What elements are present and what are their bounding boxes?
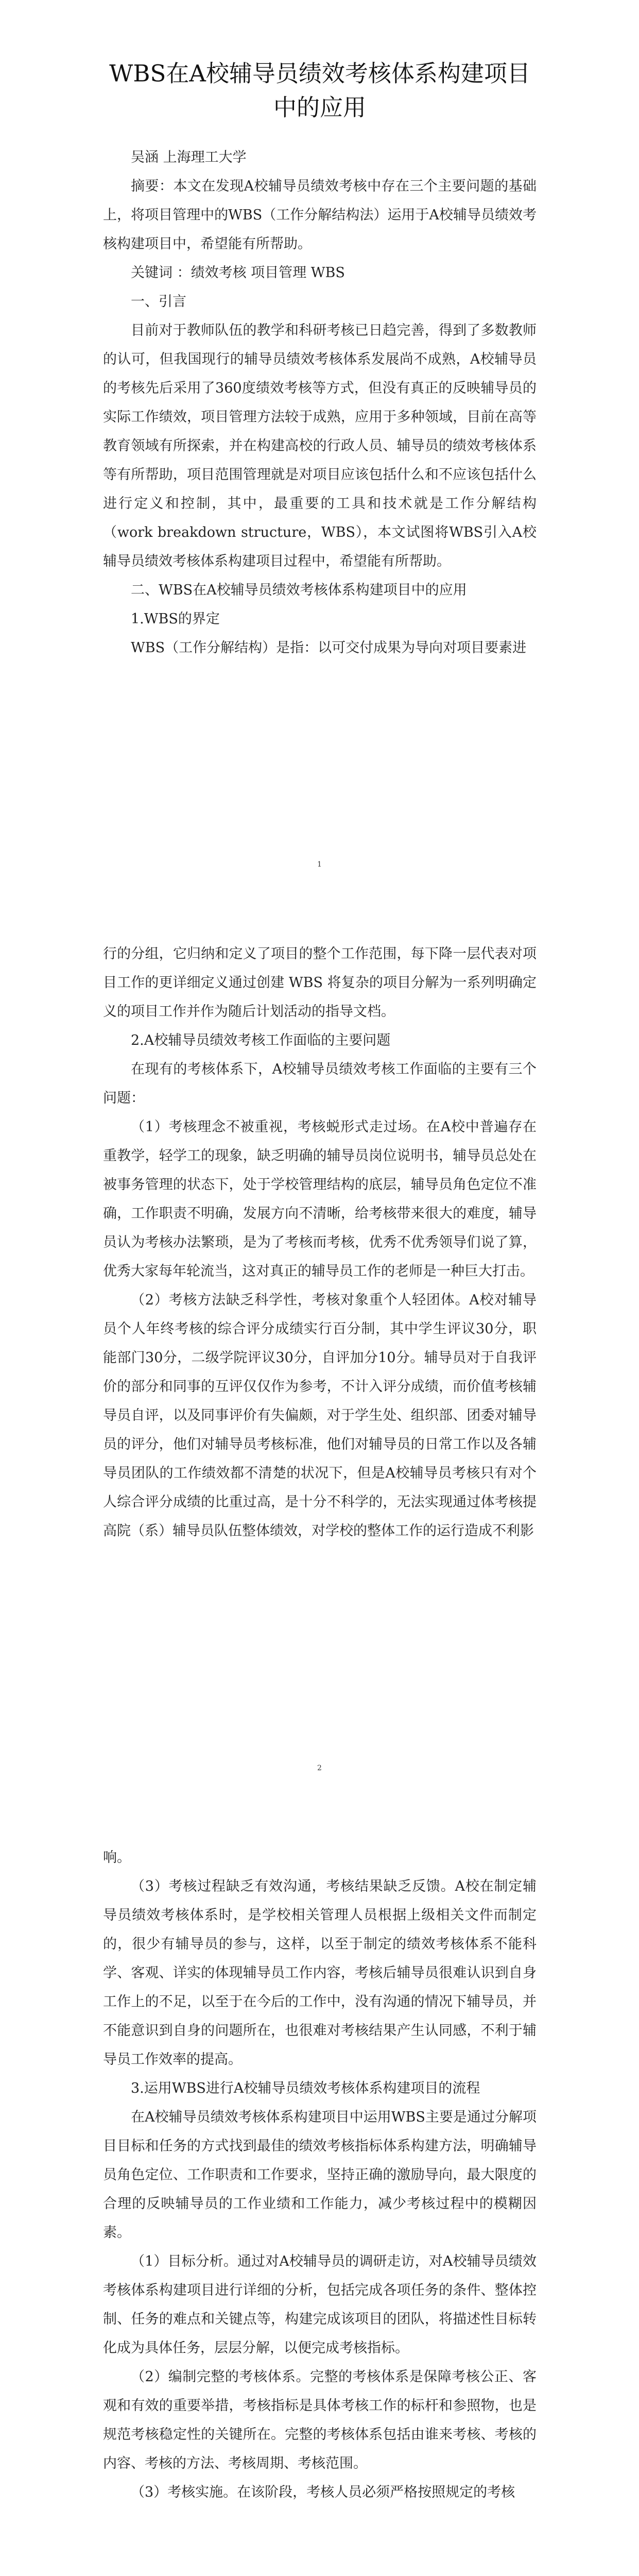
paragraph: （1）考核理念不被重视，考核蜕形式走过场。在A校中普遍存在重教学，轻学工的现象，缺乏明确的辅导员岗位说明书，辅导员总处在被事务管理的状态下，处于学校管理结构的底层，辅导员角色定位不准确，工作职责不明确，发展方向不清晰，给考核带来很大的难度，辅导员认为考核办法繁琐，是为了考核而考核，优秀不优秀领导们说了算，优秀大家每年轮流当，这对真正的辅导员工作的老师是一种巨大打击。 <box>103 1119 537 1279</box>
author-line: 吴涵 上海理工大学 <box>131 149 247 165</box>
paragraph: 在现有的考核体系下，A校辅导员绩效考核工作面临的主要有三个问题： <box>103 1061 537 1106</box>
paragraph: （2）编制完整的考核体系。完整的考核体系是保障考核公正、客观和有效的重要举措，考核指标是具体考核工作的标杆和参照物，也是规范考核稳定性的关键所在。完整的考核体系包括由谁来考核、考核的内容、考核的方法、考核周期、考核范围。 <box>103 2369 537 2471</box>
section-heading-intro: 一、引言 <box>131 294 186 310</box>
paragraph: （3）考核实施。在该阶段，考核人员必须严格按照规定的考核 <box>131 2484 515 2500</box>
section-heading-application: 二、WBS在A校辅导员绩效考核体系构建项目中的应用 <box>131 582 467 598</box>
page-1-body <box>103 57 537 663</box>
page-3-body <box>103 1843 537 2507</box>
paragraph: 在A校辅导员绩效考核体系构建项目中运用WBS主要是通过分解项目目标和任务的方式找到最佳的绩效考核指标体系构建方法，明确辅导员角色定位、工作职责和工作要求，坚持正确的激励导向，最大限度的合理的反映辅导员的工作业绩和工作能力，减少考核过程中的模糊因素。 <box>103 2109 537 2241</box>
paragraph-continued: 响。 <box>103 1850 131 1866</box>
page-number: 1 <box>317 860 322 869</box>
keywords: 关键词 ：绩效考核 项目管理 WBS <box>131 265 345 281</box>
page-2 <box>0 904 639 1807</box>
document-title: WBS在A校辅导员绩效考核体系构建项目中的应用 <box>109 60 530 121</box>
page-2-body <box>103 940 537 1546</box>
subsection-heading: 3.运用WBS进行A校辅导员绩效考核体系构建项目的流程 <box>131 2080 480 2096</box>
subsection-heading: 2.A校辅导员绩效考核工作面临的主要问题 <box>131 1032 391 1048</box>
paragraph: （2）考核方法缺乏科学性，考核对象重个人轻团体。A校对辅导员个人年终考核的综合评分成绩实行百分制，其中学生评议30分，职能部门30分，二级学院评议30分，自评加分10分。辅导员对于自我评价的部分和同事的互评仅仅作为参考，不计入评分成绩，而价值考核辅导员自评，以及同事评价有失偏颇，对于学生处、组织部、团委对辅导员的评分，他们对辅导员考核标准，他们对辅导员的日常工作以及各辅导员团队的工作绩效都不清楚的状况下，但是A校辅导员考核只有对个人综合评分成绩的比重过高，是十分不科学的，无法实现通过体考核提高院（系）辅导员队伍整体绩效，对学校的整体工作的运行造成不利影 <box>103 1292 537 1539</box>
paragraph: WBS（工作分解结构）是指：以可交付成果为导向对项目要素进 <box>131 640 527 656</box>
abstract: 摘要：本文在发现A校辅导员绩效考核中存在三个主要问题的基础上，将项目管理中的WBS（工作分解结构法）运用于A校辅导员绩效考核构建项目中，希望能有所帮助。 <box>103 178 537 252</box>
subsection-heading: 1.WBS的界定 <box>131 611 220 627</box>
paragraph: （1）目标分析。通过对A校辅导员的调研走访，对A校辅导员绩效考核体系构建项目进行详细的分析，包括完成各项任务的条件、整体控制、任务的难点和关键点等，构建完成该项目的团队，将描述性目标转化成为具体任务，层层分解，以便完成考核指标。 <box>103 2253 537 2356</box>
paragraph: 目前对于教师队伍的教学和科研考核已日趋完善，得到了多数教师的认可，但我国现行的辅导员绩效考核体系发展尚不成熟，A校辅导员的考核先后采用了360度绩效考核等方式，但没有真正的反映辅导员的实际工作绩效，项目管理方法较于成熟，应用于多种领域，目前在高等教育领域有所探索，并在构建高校的行政人员、辅导员的绩效考核体系等有所帮助，项目范围管理就是对项目应该包括什么和不应该包括什么进行定义和控制，其中，最重要的工具和技术就是工作分解结构（work breakdown structure，WBS），本文试图将WBS引入A校辅导员绩效考核体系构建项目过程中，希望能有所帮助。 <box>103 323 537 569</box>
page-number: 2 <box>317 1764 322 1772</box>
paragraph: （3）考核过程缺乏有效沟通，考核结果缺乏反馈。A校在制定辅导员绩效考核体系时，是学校相关管理人员根据上级相关文件而制定的，很少有辅导员的参与，这样，以至于制定的绩效考核体系不能科学、客观、详实的体现辅导员工作内容，考核后辅导员很难认识到自身工作上的不足，以至于在今后的工作中，没有沟通的情况下辅导员，并不能意识到自身的问题所在，也很难对考核结果产生认同感，不利于辅导员工作效率的提高。 <box>103 1878 537 2067</box>
paragraph-continued: 行的分组，它归纳和定义了项目的整个工作范围，每下降一层代表对项目工作的更详细定义通过创建 WBS 将复杂的项目分解为一系列明确定义的项目工作并作为随后计划活动的指导文档。 <box>103 946 537 1020</box>
page-1 <box>0 0 639 904</box>
page-3 <box>0 1807 639 2576</box>
